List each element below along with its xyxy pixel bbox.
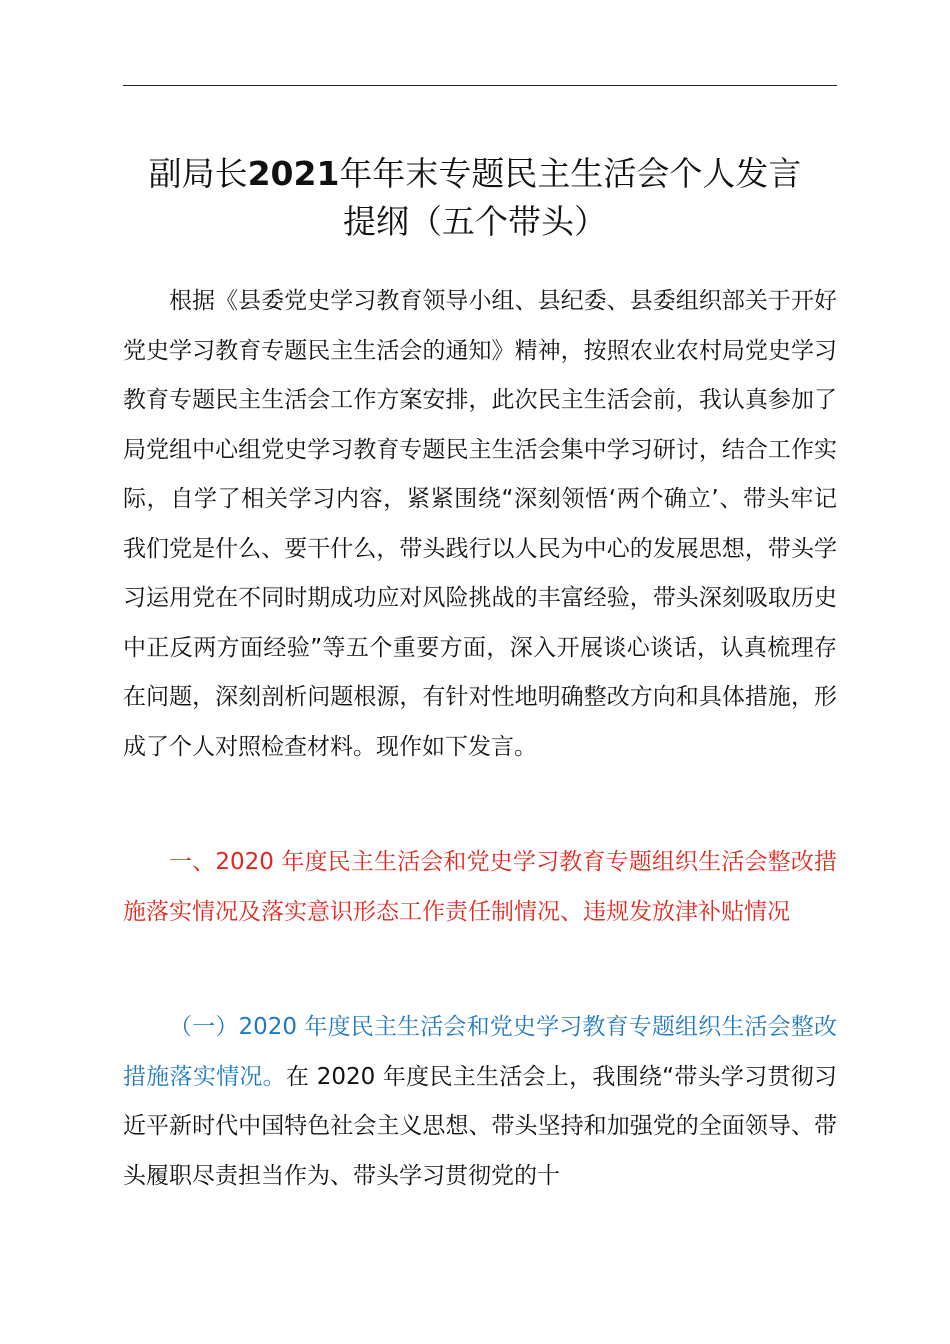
subsection-body: 在 2020 年度民主生活会上，我围绕“带头学习贯彻习近平新时代中国特色社会主义思想、带头坚持和加强党的全面领导、带头履职尽责担当作为、带头学习贯彻党的十 [123,1063,838,1189]
intro-paragraph: 根据《县委党史学习教育领导小组、县纪委、县委组织部关于开好党史学习教育专题民主生活会的通知》精神，按照农业农村局党史学习教育专题民主生活会工作方案安排，此次民主生活会前，我认真参加了局党组中心组党史学习教育专题民主生活会集中学习研讨，结合工作实际，自学了相关学习内容，紧紧围绕“深刻领悟‘两个确立’、带头牢记我们党是什么、要干什么，带头践行以人民为中心的发展思想，带头学习运用党在不同时期成功应对风险挑战的丰富经验，带头深刻吸取历史中正反两方面经验”等五个重要方面，深入开展谈心谈话，认真梳理存在问题，深刻剖析问题根源，有针对性地明确整改方向和具体措施，形成了个人对照检查材料。现作如下发言。 [123,288,837,760]
title-year: 2021 [247,154,340,193]
title-line2: 提纲（五个带头） [343,202,607,241]
title-part1: 副局长 [148,154,248,193]
subsection-paragraph [123,1003,837,1201]
section-heading-1: 一、2020 年度民主生活会和党史学习教育专题组织生活会整改措施落实情况及落实意识形态工作责任制情况、违规发放津补贴情况 [123,849,837,925]
page-title [100,150,850,246]
title-part2: 年年末专题民主生活会个人发言 [339,154,802,193]
subsection-heading-1: （一）2020 年度民主生活会和党史学习教育专题组织生活会整改措施落实情况。 [123,1014,837,1090]
header-rule [123,85,837,86]
